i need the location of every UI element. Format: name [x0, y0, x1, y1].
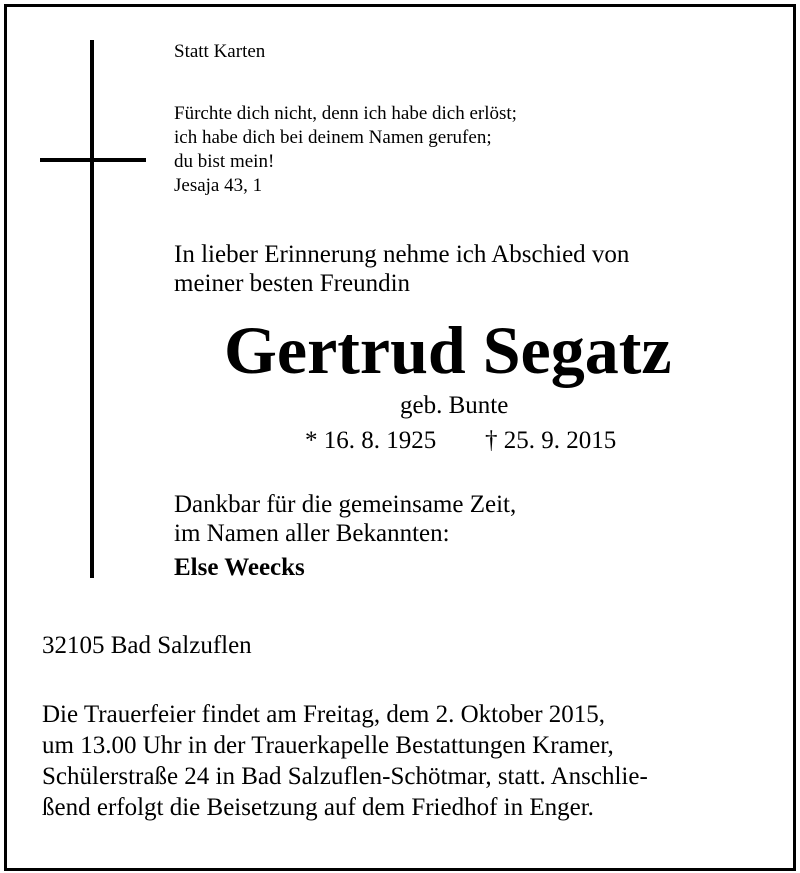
thanks-text: [174, 490, 516, 548]
bible-verse: [174, 102, 517, 198]
funeral-details: [42, 699, 648, 823]
deceased-name: Gertrud Segatz: [224, 312, 672, 388]
verse-line: Fürchte dich nicht, denn ich habe dich erlöst;: [174, 103, 517, 124]
maiden-name: geb. Bunte: [400, 392, 509, 419]
cross-vertical-bar: [90, 40, 94, 578]
funeral-line: Die Trauerfeier findet am Freitag, dem 2. Oktober 2015,: [42, 701, 606, 728]
intro-line: In lieber Erinnerung nehme ich Abschied von: [174, 241, 630, 268]
header-text: Statt Karten: [174, 41, 266, 62]
location-text: 32105 Bad Salzuflen: [42, 632, 252, 659]
thanks-line: im Namen aller Bekannten:: [174, 520, 450, 547]
verse-line: ich habe dich bei deinem Namen gerufen;: [174, 127, 492, 148]
thanks-line: Dankbar für die gemeinsame Zeit,: [174, 491, 517, 518]
intro-line: meiner besten Freundin: [174, 270, 411, 297]
verse-reference: Jesaja 43, 1: [174, 175, 263, 196]
birth-date: * 16. 8. 1925: [305, 427, 437, 454]
verse-line: du bist mein!: [174, 151, 275, 172]
funeral-line: um 13.00 Uhr in der Trauerkapelle Bestattungen Kramer,: [42, 732, 614, 759]
cross-horizontal-bar: [40, 158, 146, 162]
death-date: † 25. 9. 2015: [485, 427, 617, 454]
funeral-line: ßend erfolgt die Beisetzung auf dem Friedhof in Enger.: [42, 794, 594, 821]
funeral-line: Schülerstraße 24 in Bad Salzuflen-Schötmar, statt. Anschlie-: [42, 763, 648, 790]
signatory-name: Else Weecks: [174, 554, 305, 581]
intro-text: [174, 240, 629, 298]
